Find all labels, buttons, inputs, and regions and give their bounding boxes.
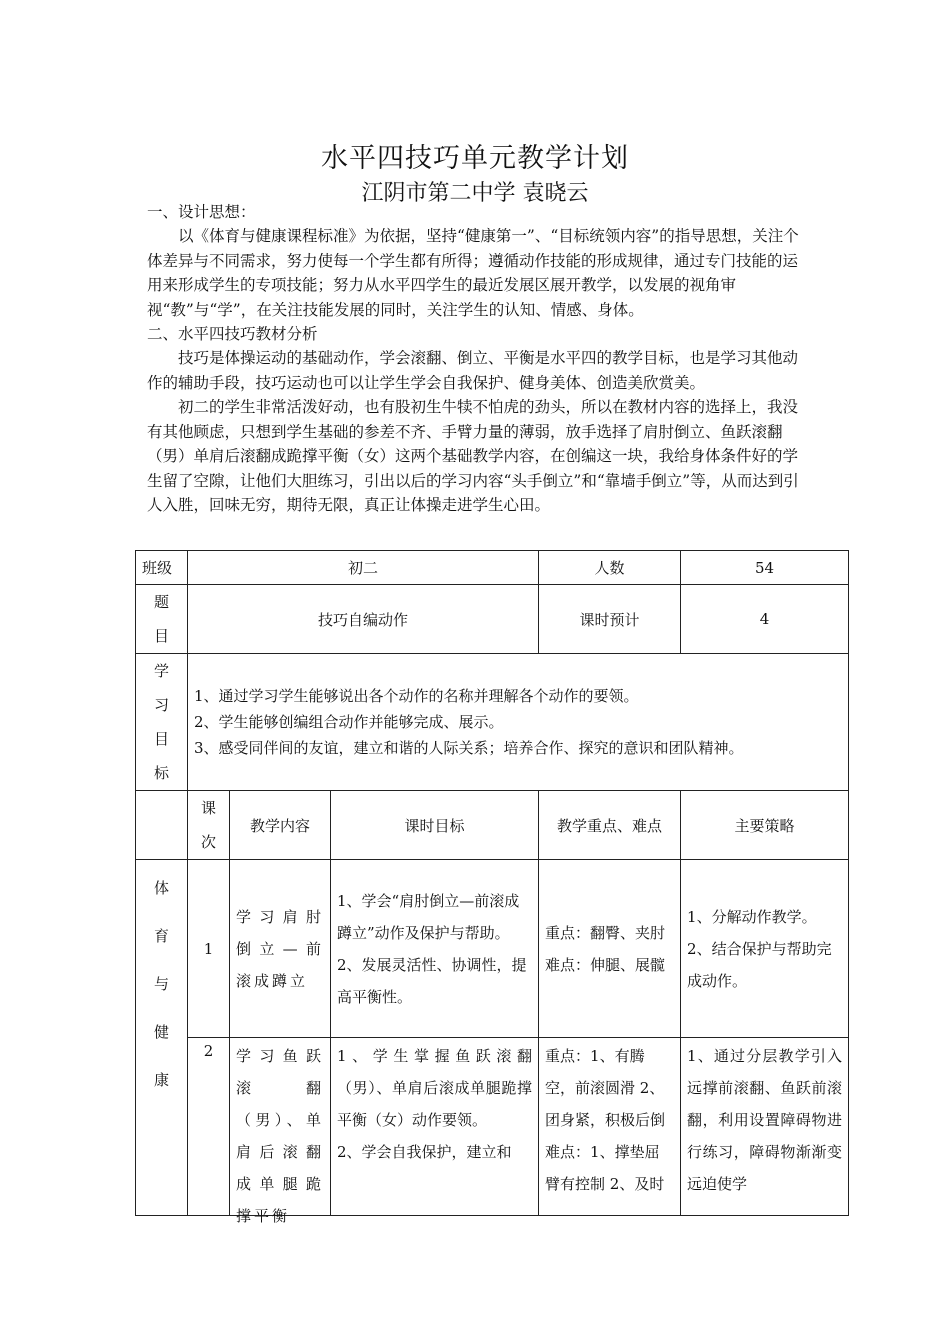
section2-paragraph-2: 初二的学生非常活泼好动，也有股初生牛犊不怕虎的劲头，所以在教材内容的选择上，我没有其他顾虑，只想到学生基础的参差不齐、手臂力量的薄弱，放手选择了肩肘倒立、鱼跃滚翻（男）单肩后滚翻成跪撑平衡（女）这两个基础教学内容，在创编这一块，我给身体条件好的学生留了空隙，让他们大胆练习，引出以后的学习内容“头手倒立”和“靠墙手倒立”等，从而达到引人入胜，回味无穷，期待无限，真正让体操走进学生心田。 (147, 398, 799, 514)
lesson-header: 课次 (188, 791, 230, 860)
goal-item: 1、通过学习学生能够说出各个动作的名称并理解各个动作的要领。 (194, 687, 639, 705)
lesson-plan-table (135, 550, 849, 1225)
lesson-objective: 1、学会“肩肘倒立—前滚成蹲立”动作及保护与帮助。 2、发展灵活性、协调性，提高平衡性。 (331, 860, 539, 1038)
section1-heading: 一、设计思想： (147, 203, 256, 221)
lesson-key-points: 重点：翻臀、夹肘 难点：伸腿、展髋 (539, 860, 681, 1038)
lesson-objective: 1、学生掌握鱼跃滚翻（男）、单肩后滚成单腿跪撑平衡（女）动作要领。 2、学会自我保护，建立和 (331, 1038, 539, 1216)
lesson-content: 学习肩肘倒立—前滚成蹲立 (230, 860, 331, 1038)
goal-item: 2、学生能够创编组合动作并能够完成、展示。 (194, 713, 504, 731)
class-label: 班级 (136, 551, 188, 585)
class-value: 初二 (188, 551, 539, 585)
lesson-strategy: 1、通过分层教学引入远撑前滚翻、鱼跃前滚翻，利用设置障碍物进行练习，障碍物渐渐变远迫使学 (681, 1038, 849, 1216)
hours-value: 4 (681, 585, 849, 654)
table-row (136, 551, 849, 585)
goal-label: 学习目标 (136, 654, 188, 791)
table-row (136, 585, 849, 654)
goals-cell (188, 654, 849, 791)
table-row (136, 1038, 849, 1216)
count-value: 54 (681, 551, 849, 585)
table-row (136, 654, 849, 791)
empty-header-cell (136, 791, 188, 860)
key-header: 教学重点、难点 (539, 791, 681, 860)
page-title: 水平四技巧单元教学计划 (321, 143, 629, 174)
lesson-number: 1 (188, 860, 230, 1038)
count-label: 人数 (539, 551, 681, 585)
lesson-strategy: 1、分解动作教学。 2、结合保护与帮助完成动作。 (681, 860, 849, 1038)
section1-paragraph: 以《体育与健康课程标准》为依据，坚持“健康第一”、“目标统领内容”的指导思想，关注个体差异与不同需求，努力使每一个学生都有所得；遵循动作技能的形成规律，通过专门技能的运用来形成学生的专项技能；努力从水平四学生的最近发展区展开教学，以发展的视角审视“教”与“学”，在关注技能发展的同时，关注学生的认知、情感、身体。 (147, 227, 799, 319)
lesson-number: 2 (188, 1038, 230, 1216)
topic-value: 技巧自编动作 (188, 585, 539, 654)
side-label: 体育与健康 (136, 860, 188, 1216)
objective-header: 课时目标 (331, 791, 539, 860)
hours-label: 课时预计 (539, 585, 681, 654)
section2-heading: 二、水平四技巧教材分析 (147, 325, 318, 343)
lesson-content: 学习鱼跃滚翻（男）、单肩后滚翻成单腿跪撑平衡 (230, 1038, 331, 1216)
strategy-header: 主要策略 (681, 791, 849, 860)
lesson-key-points: 重点：1、有腾空，前滚圆滑 2、团身紧，积极后倒 难点：1、撑垫屈臂有控制 2、及时 (539, 1038, 681, 1216)
table-row (136, 860, 849, 1038)
section2-paragraph-1: 技巧是体操运动的基础动作，学会滚翻、倒立、平衡是水平四的教学目标，也是学习其他动作的辅助手段，技巧运动也可以让学生学会自我保护、健身美体、创造美欣赏美。 (147, 349, 799, 392)
table-header-row (136, 791, 849, 860)
page-subtitle: 江阴市第二中学 袁晓云 (361, 181, 589, 206)
topic-label: 题目 (136, 585, 188, 654)
content-header: 教学内容 (230, 791, 331, 860)
goal-item: 3、感受同伴间的友谊，建立和谐的人际关系；培养合作、探究的意识和团队精神。 (194, 739, 744, 757)
section1-body (147, 224, 807, 322)
section2-body (147, 346, 807, 518)
